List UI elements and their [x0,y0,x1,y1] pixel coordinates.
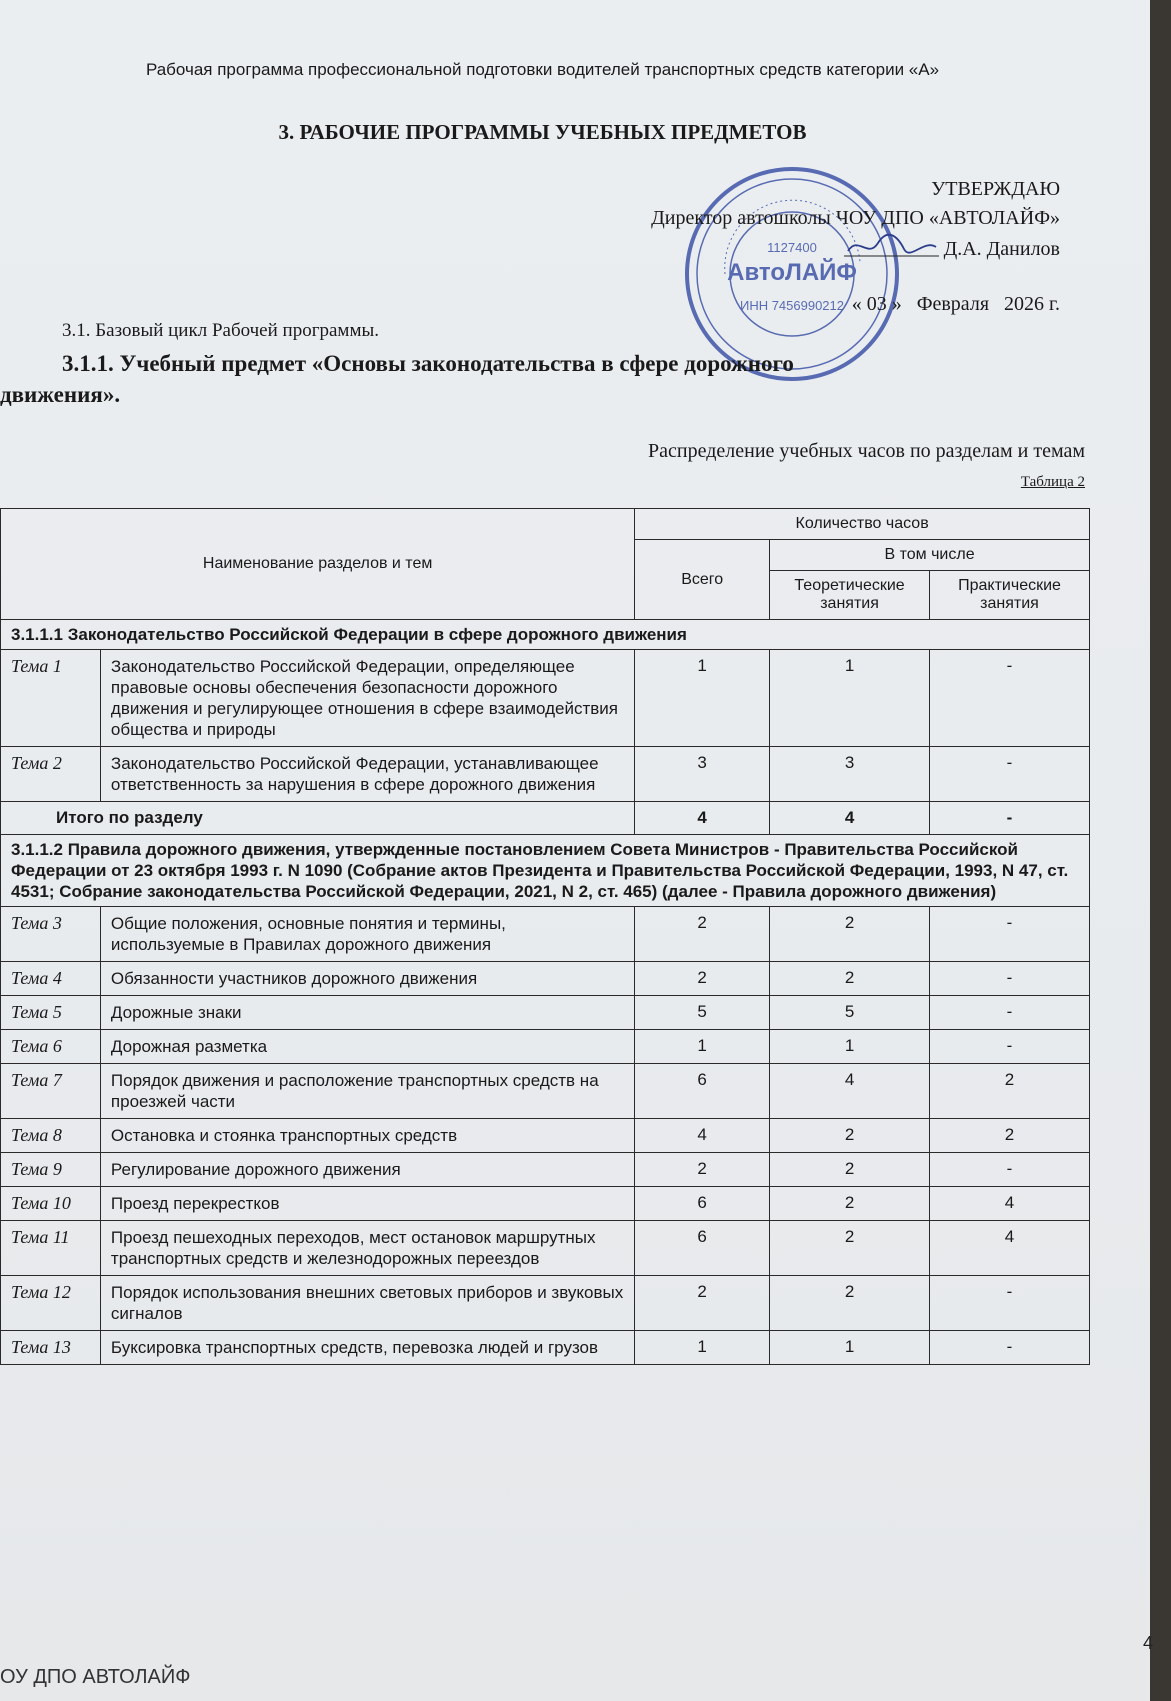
hours-practice: - [930,1276,1090,1331]
hours-total: 1 [635,650,770,747]
topic-number: Тема 8 [1,1119,101,1153]
total-label: Итого по разделу [1,802,635,835]
table-row [1,1187,1090,1221]
table-row [1,962,1090,996]
hours-total: 2 [635,907,770,962]
hours-total: 4 [635,1119,770,1153]
section-title: 3. РАБОЧИЕ ПРОГРАММЫ УЧЕБНЫХ ПРЕДМЕТОВ [278,120,807,144]
hours-theory: 2 [770,1187,930,1221]
hours-practice: - [930,747,1090,802]
hours-practice: - [930,1153,1090,1187]
table-row [1,907,1090,962]
hours-total: 2 [635,1153,770,1187]
signature-icon [844,233,939,259]
col-total-header: Всего [635,540,770,620]
hours-theory: 4 [770,1064,930,1119]
hours-theory: 2 [770,1153,930,1187]
page-number: 4 [1143,1633,1154,1653]
hours-theory: 5 [770,996,930,1030]
hours-theory: 1 [770,1331,930,1365]
hours-total: 1 [635,1331,770,1365]
hours-theory: 2 [770,1276,930,1331]
topic-number: Тема 11 [1,1221,101,1276]
topic-name: Общие положения, основные понятия и термины, используемые в Правилах дорожного движения [100,907,634,962]
hours-total: 5 [635,996,770,1030]
table-row [1,1119,1090,1153]
topic-name: Остановка и стоянка транспортных средств [100,1119,634,1153]
approval-word: УТВЕРЖДАЮ [931,178,1060,200]
subject-line-2: движения». [0,382,121,407]
hours-theory: 1 [770,1030,930,1064]
stamp-inn: ИНН 7456990212 [739,298,845,313]
cycle-heading: 3.1. Базовый цикл Рабочей программы. [62,320,379,341]
topic-name: Дорожная разметка [100,1030,634,1064]
topic-name: Дорожные знаки [100,996,634,1030]
table-row [1,1221,1090,1276]
topic-number: Тема 10 [1,1187,101,1221]
approval-name: Д.А. Данилов [943,238,1060,260]
col-hours-header: Количество часов [635,509,1090,540]
hours-theory: 3 [770,747,930,802]
topic-number: Тема 13 [1,1331,101,1365]
total-hours: 4 [635,802,770,835]
hours-practice: 2 [930,1064,1090,1119]
col-name-header: Наименование разделов и тем [1,509,635,620]
approval-month: Февраля [916,293,990,315]
approval-year: 2026 г. [1004,293,1060,315]
approval-block [651,175,1060,319]
topic-name: Регулирование дорожного движения [100,1153,634,1187]
hours-total: 6 [635,1064,770,1119]
topic-number: Тема 5 [1,996,101,1030]
hours-practice: - [930,996,1090,1030]
hours-theory: 2 [770,1221,930,1276]
topic-number: Тема 2 [1,747,101,802]
section-1-heading: 3.1.1.1 Законодательство Российской Федерации в сфере дорожного движения [1,620,1090,650]
hours-practice: 2 [930,1119,1090,1153]
topic-name: Проезд пешеходных переходов, мест остановок маршрутных транспортных средств и железнодорожных переездов [100,1221,634,1276]
hours-practice: - [930,1331,1090,1365]
topic-number: Тема 9 [1,1153,101,1187]
table-label: Таблица 2 [1020,474,1085,490]
approval-position: Директор автошколы ЧОУ ДПО «АВТОЛАЙФ» [651,207,1060,229]
hours-practice: - [930,650,1090,747]
topic-number: Тема 1 [1,650,101,747]
stamp-number: 1127400 [767,240,817,255]
topic-number: Тема 3 [1,907,101,962]
hours-total: 6 [635,1187,770,1221]
total-theory: 4 [770,802,930,835]
topic-name: Порядок движения и расположение транспортных средств на проезжей части [100,1064,634,1119]
hours-practice: - [930,907,1090,962]
hours-theory: 1 [770,650,930,747]
hours-total: 1 [635,1030,770,1064]
hours-total: 2 [635,962,770,996]
topic-name: Буксировка транспортных средств, перевозка людей и грузов [100,1331,634,1365]
distribution-title: Распределение учебных часов по разделам и темам [648,440,1085,462]
hours-theory: 2 [770,962,930,996]
section-1-total-row [1,802,1090,835]
topic-number: Тема 6 [1,1030,101,1064]
table-row [1,650,1090,747]
hours-total: 2 [635,1276,770,1331]
approval-date [651,290,1060,319]
stamp-logo: АвтоЛАЙФ [727,259,857,286]
topic-number: Тема 7 [1,1064,101,1119]
table-row [1,747,1090,802]
section-2-heading: 3.1.1.2 Правила дорожного движения, утвержденные постановлением Совета Министров - Правительства Российской Федерации от 23 октября 1993 г. N 1090 (Собрание актов Президента и Правительства Российской Федерации, 1993, N 47, ст. 4531; Собрание законодательства Российской Федерации, 2021, N 2, ст. 465) (далее - Правила дорожного движения) [1,835,1090,907]
hours-total: 3 [635,747,770,802]
subject-line-1: 3.1.1. Учебный предмет «Основы законодательства в сфере дорожного [62,351,794,376]
table-row [1,1276,1090,1331]
table-row [1,1153,1090,1187]
topic-name: Обязанности участников дорожного движения [100,962,634,996]
hours-practice: - [930,1030,1090,1064]
subject-heading [0,348,1085,410]
table-row [1,996,1090,1030]
hours-total: 6 [635,1221,770,1276]
topic-number: Тема 12 [1,1276,101,1331]
topic-name: Порядок использования внешних световых приборов и звуковых сигналов [100,1276,634,1331]
hours-practice: 4 [930,1221,1090,1276]
approval-signature-line [651,233,1060,264]
hours-theory: 2 [770,907,930,962]
table-row [1,1331,1090,1365]
running-header: Рабочая программа профессиональной подготовки водителей транспортных средств категории «А» [145,60,940,79]
footer-text: ОУ ДПО АВТОЛАЙФ [0,1666,191,1688]
topic-name: Законодательство Российской Федерации, определяющее правовые основы обеспечения безопасности дорожного движения и регулирующее отношения в сфере взаимодействия общества и природы [100,650,634,747]
hours-practice: 4 [930,1187,1090,1221]
total-practice: - [930,802,1090,835]
approval-day: « 03 » [851,293,902,315]
topic-name: Проезд перекрестков [100,1187,634,1221]
table-row [1,1064,1090,1119]
col-practice-header: Практические занятия [930,571,1090,620]
col-including-header: В том числе [770,540,1090,571]
topic-number: Тема 4 [1,962,101,996]
hours-theory: 2 [770,1119,930,1153]
hours-practice: - [930,962,1090,996]
col-theory-header: Теоретические занятия [770,571,930,620]
topic-name: Законодательство Российской Федерации, устанавливающее ответственность за нарушения в сфере дорожного движения [100,747,634,802]
hours-table [0,508,1090,1365]
table-row [1,1030,1090,1064]
